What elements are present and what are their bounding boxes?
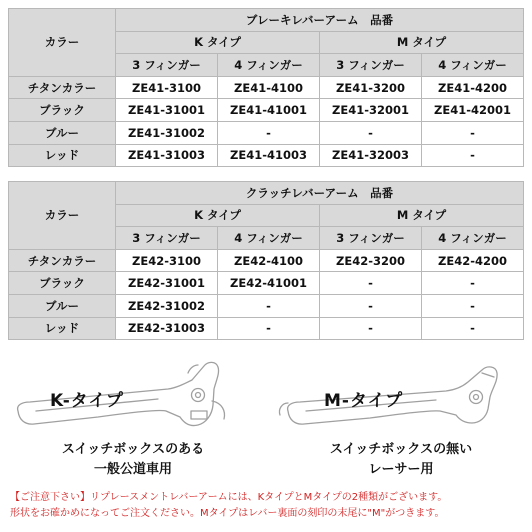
brake-lever-table — [8, 8, 524, 167]
part-number: ZE41-41003 — [218, 144, 320, 167]
part-number: - — [422, 121, 524, 144]
part-number: - — [422, 272, 524, 295]
notice-line1: 【ご注意下さい】リプレースメントレバーアームには、KタイプとMタイプの2種類がございます。 — [10, 492, 448, 503]
lever-k-description — [8, 440, 258, 480]
table-row — [9, 249, 524, 272]
lever-m-description — [276, 440, 526, 480]
table-row — [9, 144, 524, 167]
part-number: ZE41-32003 — [320, 144, 422, 167]
part-number: - — [422, 317, 524, 340]
lever-k-title: K-タイプ — [50, 391, 124, 411]
table-title: クラッチレバーアーム 品番 — [116, 182, 524, 205]
color-header: カラー — [9, 9, 116, 77]
part-number: - — [218, 294, 320, 317]
lever-m-type — [276, 353, 526, 483]
part-number: - — [218, 121, 320, 144]
type-m-header: M タイプ — [320, 31, 524, 54]
part-number: ZE41-31002 — [116, 121, 218, 144]
finger-header: 3 フィンガー — [320, 54, 422, 77]
part-number: ZE41-3100 — [116, 76, 218, 99]
lever-k-desc-line2: 一般公道車用 — [93, 462, 172, 477]
type-k-header: K タイプ — [116, 204, 320, 227]
finger-header: 3 フィンガー — [116, 54, 218, 77]
row-color: レッド — [9, 144, 116, 167]
finger-header: 4 フィンガー — [422, 227, 524, 250]
part-number: - — [422, 144, 524, 167]
color-header: カラー — [9, 182, 116, 250]
row-color: チタンカラー — [9, 76, 116, 99]
finger-header: 4 フィンガー — [218, 54, 320, 77]
part-number: ZE42-31002 — [116, 294, 218, 317]
lever-k-desc-line1: スイッチボックスのある — [61, 442, 205, 457]
part-number: ZE41-31003 — [116, 144, 218, 167]
part-number: - — [422, 294, 524, 317]
finger-header: 3 フィンガー — [320, 227, 422, 250]
lever-k-illustration — [8, 353, 258, 443]
finger-header: 3 フィンガー — [116, 227, 218, 250]
part-number: ZE41-4100 — [218, 76, 320, 99]
table-row — [9, 294, 524, 317]
table-row — [9, 272, 524, 295]
part-number: - — [320, 121, 422, 144]
table-title: ブレーキレバーアーム 品番 — [116, 9, 524, 32]
finger-header: 4 フィンガー — [422, 54, 524, 77]
lever-m-desc-line1: スイッチボックスの無い — [329, 442, 473, 457]
part-number: ZE41-31001 — [116, 99, 218, 122]
part-number: - — [320, 272, 422, 295]
part-number: ZE42-3100 — [116, 249, 218, 272]
row-color: ブルー — [9, 294, 116, 317]
part-number: ZE41-42001 — [422, 99, 524, 122]
part-number: ZE41-32001 — [320, 99, 422, 122]
row-color: ブルー — [9, 121, 116, 144]
part-number: ZE42-3200 — [320, 249, 422, 272]
notice — [10, 490, 525, 522]
row-color: チタンカラー — [9, 249, 116, 272]
part-number: - — [218, 317, 320, 340]
part-number: ZE41-4200 — [422, 76, 524, 99]
row-color: ブラック — [9, 99, 116, 122]
lever-k-type — [8, 353, 258, 483]
part-number: ZE41-41001 — [218, 99, 320, 122]
type-m-header: M タイプ — [320, 204, 524, 227]
part-number: ZE42-4200 — [422, 249, 524, 272]
row-color: レッド — [9, 317, 116, 340]
table-row — [9, 317, 524, 340]
part-number: ZE42-41001 — [218, 272, 320, 295]
part-number: ZE42-31003 — [116, 317, 218, 340]
lever-m-title: M-タイプ — [324, 391, 404, 411]
part-number: - — [320, 294, 422, 317]
table-row — [9, 99, 524, 122]
type-k-header: K タイプ — [116, 31, 320, 54]
table-row — [9, 121, 524, 144]
row-color: ブラック — [9, 272, 116, 295]
table-row — [9, 76, 524, 99]
part-number: ZE42-31001 — [116, 272, 218, 295]
notice-line2: 形状をお確かめになってご注文ください。Mタイプはレバー裏面の刻印の末尾に"M"がつきます。 — [10, 508, 445, 519]
lever-m-desc-line2: レーサー用 — [368, 462, 434, 477]
part-number: ZE41-3200 — [320, 76, 422, 99]
clutch-lever-table — [8, 181, 524, 340]
finger-header: 4 フィンガー — [218, 227, 320, 250]
part-number: - — [320, 317, 422, 340]
part-number: ZE42-4100 — [218, 249, 320, 272]
